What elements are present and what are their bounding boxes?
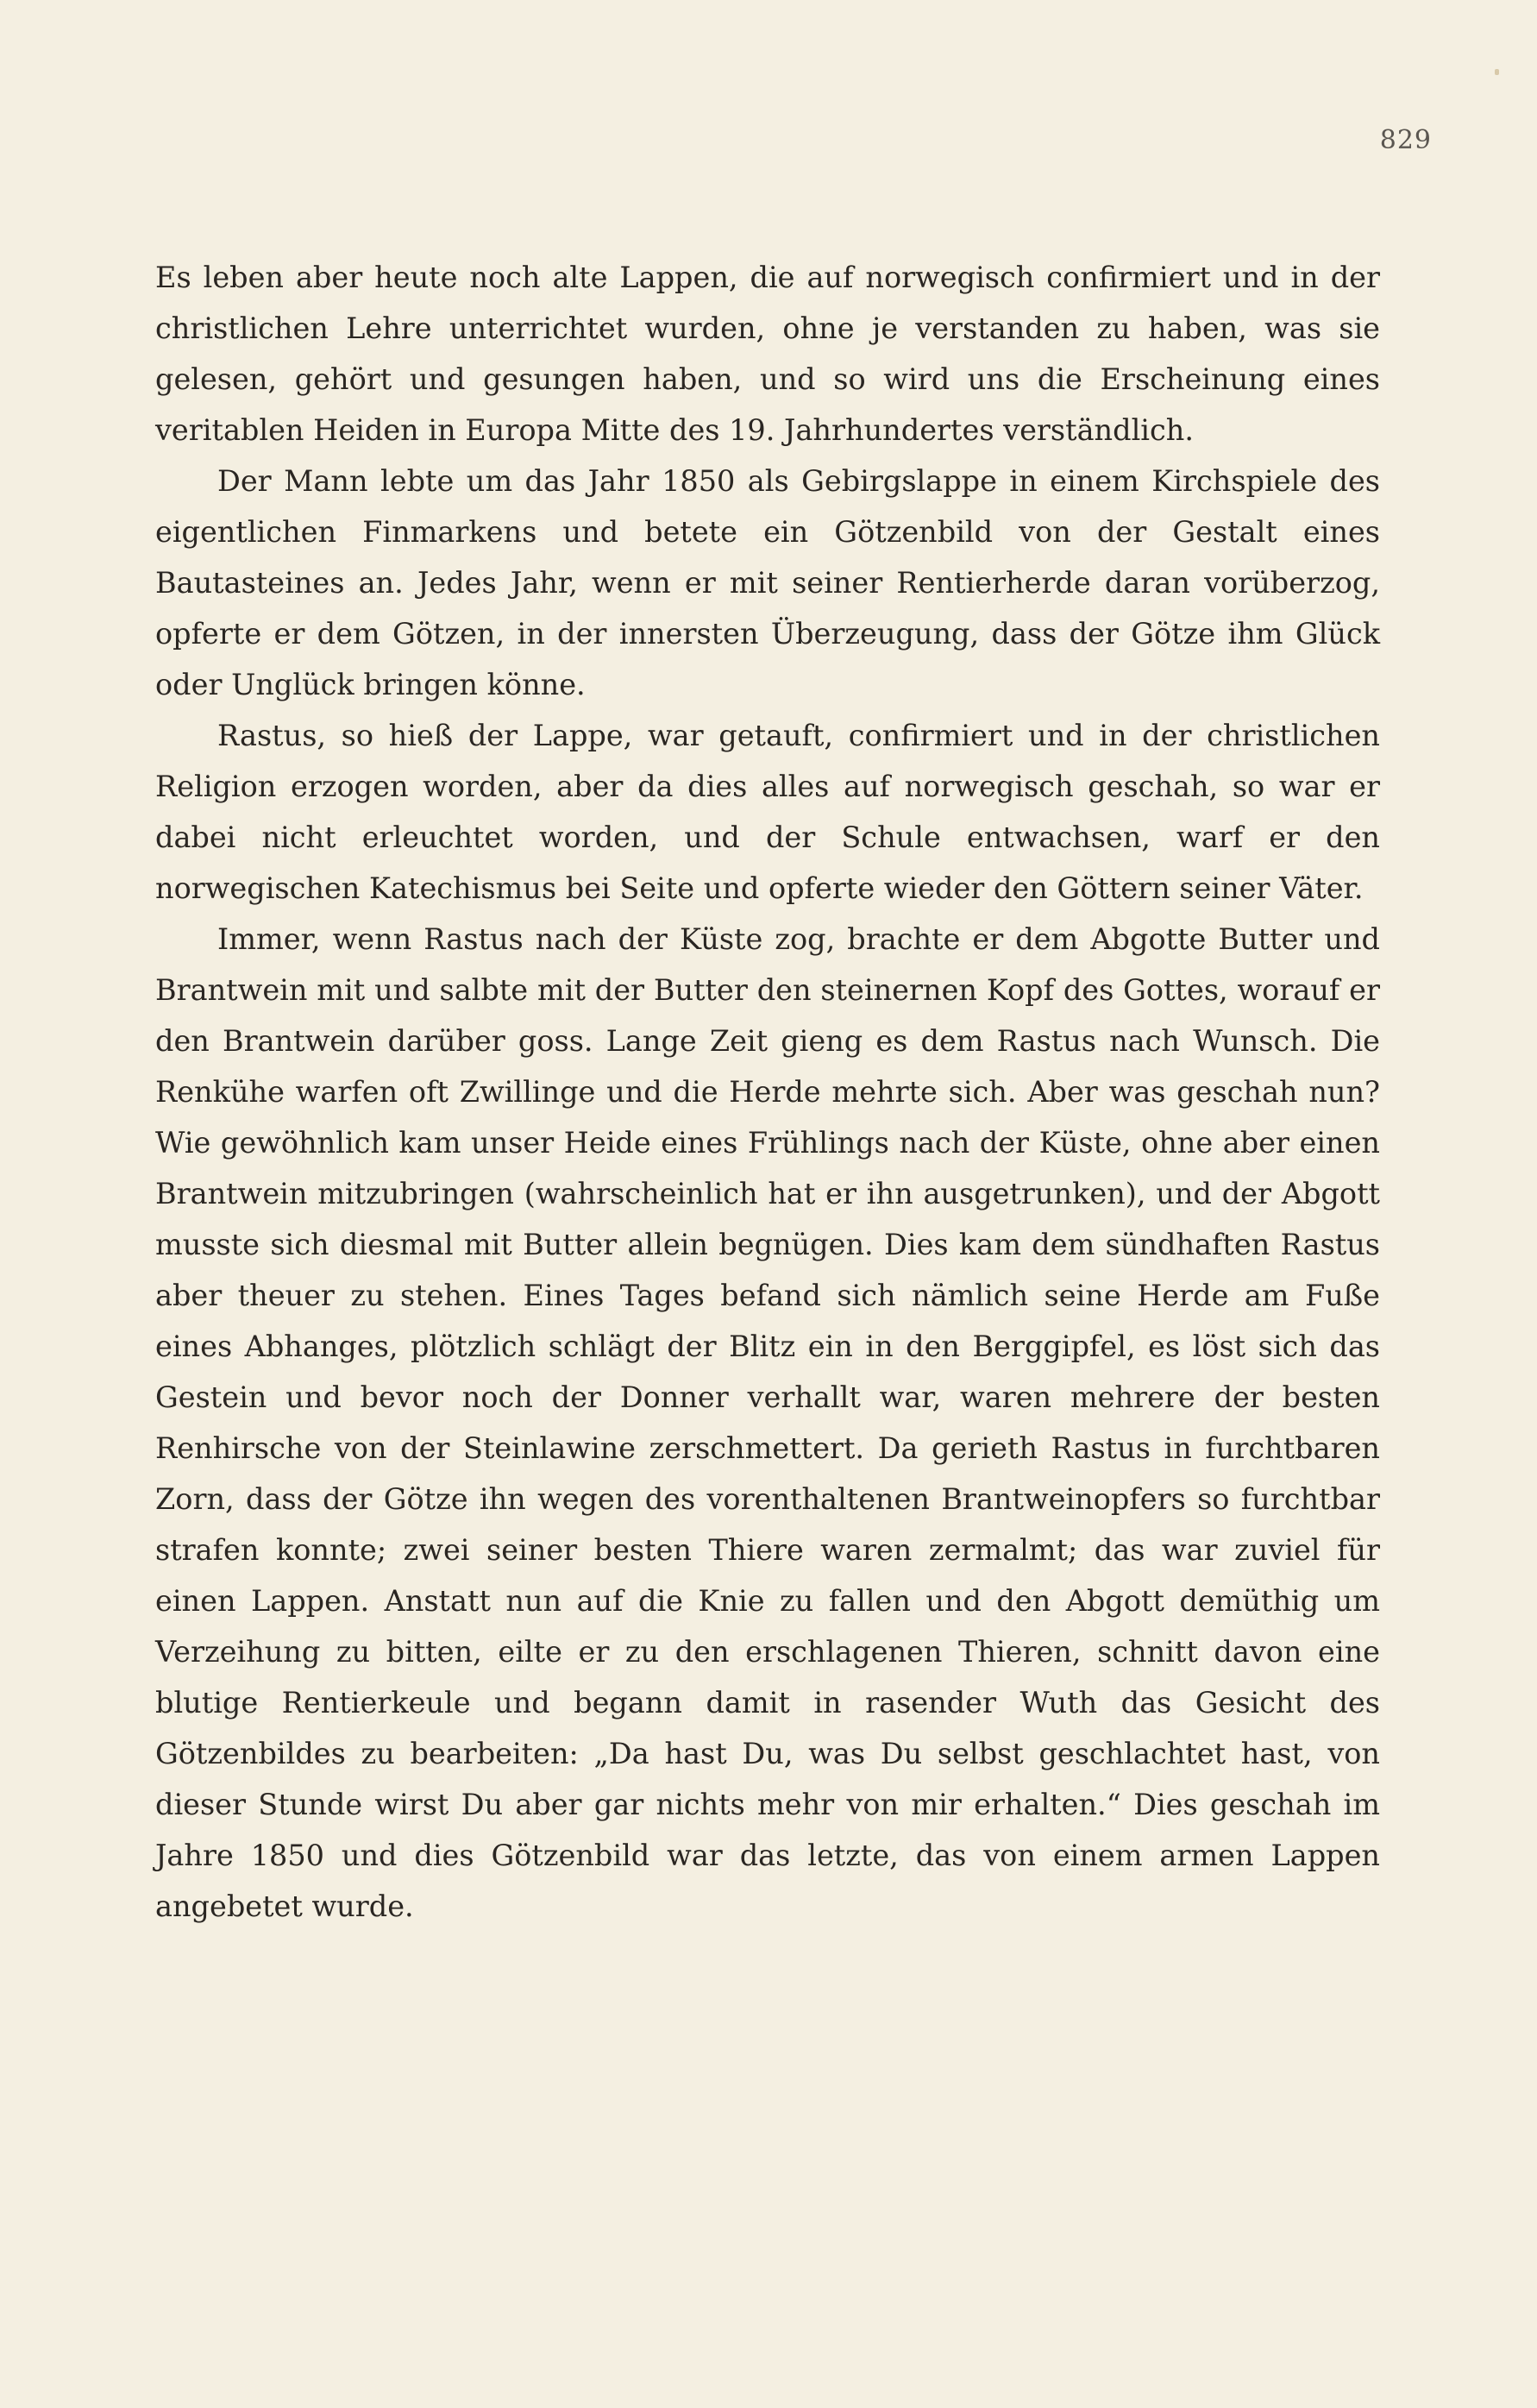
paragraph-1: Es leben aber heute noch alte Lappen, die auf norwegisch confirmiert und in der christlichen Lehre unterrichtet wurden, ohne je verstanden zu haben, was sie gelesen, gehört und gesungen haben, und so wird uns die Erscheinung eines veritablen Heiden in Europa Mitte des 19. Jahrhundertes verständlich. xyxy=(155,261,1380,447)
paragraph-4: Immer, wenn Rastus nach der Küste zog, brachte er dem Abgotte Butter und Brantwein mit und salbte mit der Butter den steinernen Kopf des Gottes, worauf er den Brantwein darüber goss. Lange Zeit gieng es dem Rastus nach Wunsch. Die Renkühe warfen oft Zwillinge und die Herde mehrte sich. Aber was geschah nun? Wie gewöhnlich kam unser Heide eines Frühlings nach der Küste, ohne aber einen Brantwein mitzubringen (wahrscheinlich hat er ihn ausgetrunken), und der Abgott musste sich diesmal mit Butter allein begnügen. Dies kam dem sündhaften Rastus aber theuer zu stehen. Eines Tages befand sich nämlich seine Herde am Fuße eines Abhanges, plötzlich schlägt der Blitz ein in den Berggipfel, es löst sich das Gestein und bevor noch der Donner verhallt war, waren mehrere der besten Renhirsche von der Steinlawine zerschmettert. Da gerieth Rastus in furchtbaren Zorn, dass der Götze ihn wegen des vorenthaltenen Brantweinopfers so furchtbar strafen konnte; zwei seiner besten Thiere waren zermalmt; das war zuviel für einen Lappen. Anstatt nun auf die Knie zu fallen und den Abgott demüthig um Verzeihung zu bitten, eilte er zu den erschlagenen Thieren, schnitt davon eine blutige Rentierkeule und begann damit in rasender Wuth das Gesicht des Götzenbildes zu bearbeiten: „Da hast Du, was Du selbst geschlachtet hast, von dieser Stunde wirst Du aber gar nichts mehr von mir erhalten.“ Dies geschah im Jahre 1850 und dies Götzenbild war das letzte, das von einem armen Lappen angebetet wurde. xyxy=(155,922,1380,1923)
paper-speck xyxy=(1495,69,1499,75)
body-text xyxy=(155,252,1380,1932)
paragraph-3: Rastus, so hieß der Lappe, war getauft, confirmiert und in der christlichen Religion erzogen worden, aber da dies alles auf norwegisch geschah, so war er dabei nicht erleuchtet worden, und der Schule entwachsen, warf er den norwegischen Katechismus bei Seite und opferte wieder den Göttern seiner Väter. xyxy=(155,719,1380,905)
paragraph-2: Der Mann lebte um das Jahr 1850 als Gebirgslappe in einem Kirchspiele des eigentlichen Finmarkens und betete ein Götzenbild von der Gestalt eines Bautasteines an. Jedes Jahr, wenn er mit seiner Rentierherde daran vorüberzog, opferte er dem Götzen, in der innersten Überzeugung, dass der Götze ihm Glück oder Unglück bringen könne. xyxy=(155,464,1380,701)
page-number: 829 xyxy=(1379,125,1432,155)
